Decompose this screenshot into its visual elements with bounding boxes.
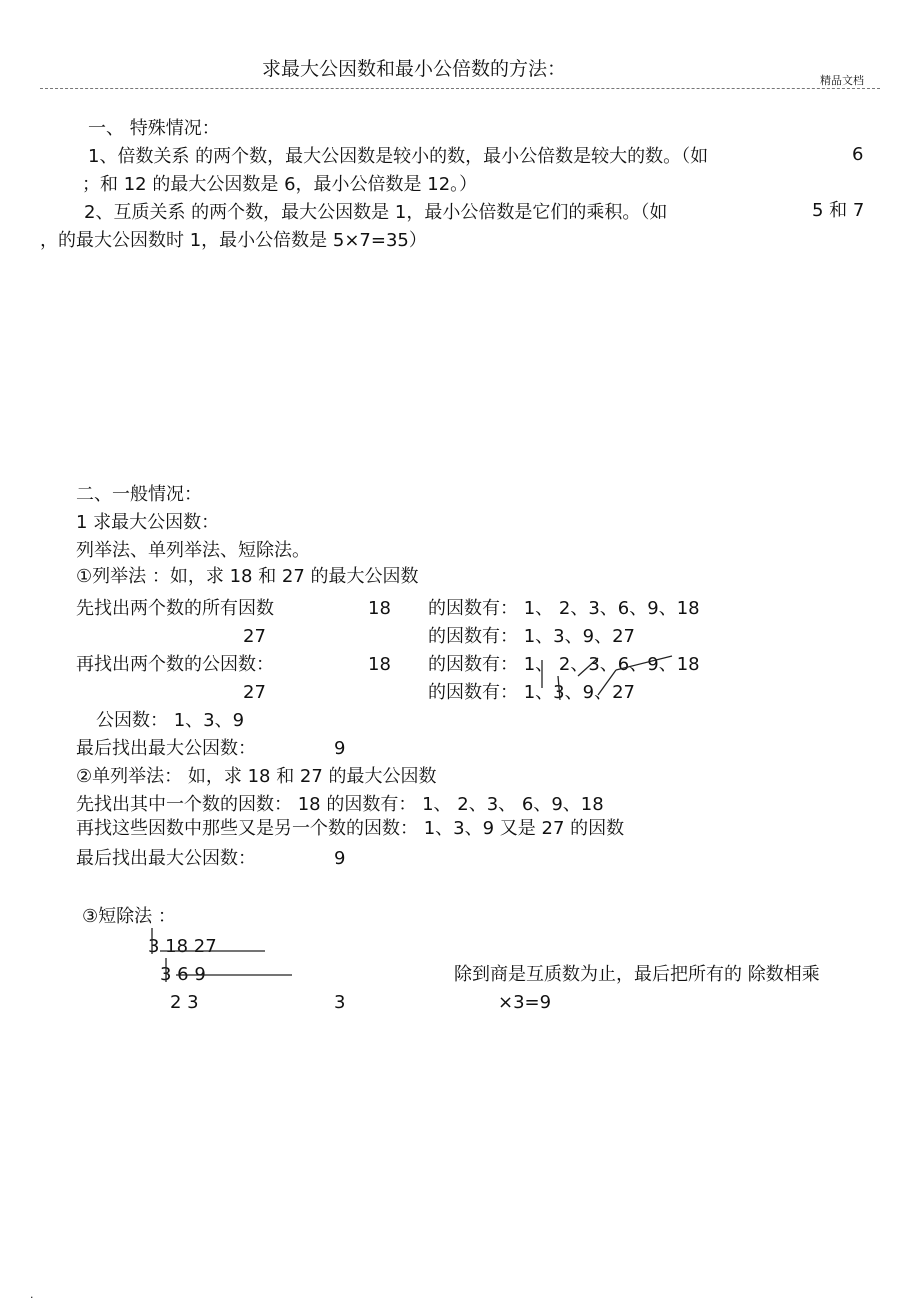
method1-row2-number: 27 <box>243 626 266 647</box>
method1-row3-label: 再找出两个数的公因数： <box>76 654 274 675</box>
section1-line3-side: 5 和 7 <box>812 200 865 221</box>
method3-row2: 3 6 9 <box>160 964 206 985</box>
section1-line1: 1、倍数关系 的两个数，最大公因数是较小的数，最小公倍数是较大的数。（如 <box>88 146 709 167</box>
footer-dot: . <box>30 1288 34 1301</box>
method1-common-factors: 公因数： 1、3、9 <box>96 710 245 731</box>
section1-line2: ；和 12 的最大公因数是 6，最小公倍数是 12。） <box>82 174 478 195</box>
method3-note: 除到商是互质数为止，最后把所有的 除数相乘 <box>454 964 820 985</box>
page-title: 求最大公因数和最小公倍数的方法： <box>262 58 567 80</box>
method3-row3-quotients: 2 3 <box>170 992 199 1013</box>
method2-last-label: 最后找出最大公因数： <box>76 848 256 869</box>
method3-row1: 3 18 27 <box>148 936 217 957</box>
method2-last-value: 9 <box>334 848 346 869</box>
section2-methods: 列举法、单列举法、短除法。 <box>76 540 310 561</box>
method3-title: ③短除法 ： <box>82 906 176 927</box>
section2-heading: 二、一般情况： <box>76 484 202 505</box>
method1-last-value: 9 <box>334 738 346 759</box>
method3-row3-divisor: 3 <box>334 992 346 1013</box>
section1-line1-side: 6 <box>852 144 864 165</box>
method3-result: ×3=9 <box>498 992 552 1013</box>
section1-line4: ，的最大公因数时 1，最小公倍数是 5×7=35） <box>40 230 427 251</box>
section1-line3: 2、互质关系 的两个数，最大公因数是 1，最小公倍数是它们的乘积。（如 <box>84 202 668 223</box>
method1-title: ①列举法 ：如，求 18 和 27 的最大公因数 <box>76 566 419 587</box>
method1-row3-number: 18 <box>368 654 391 675</box>
header-divider <box>40 88 880 89</box>
watermark-label: 精品文档 <box>820 74 864 87</box>
method1-row1-label: 先找出两个数的所有因数 <box>76 598 274 619</box>
method1-row3-factors: 的因数有： 1、 2、3、6、9、18 <box>428 654 700 675</box>
method1-row1-factors: 的因数有： 1、 2、3、6、9、18 <box>428 598 700 619</box>
method1-row2-factors: 的因数有： 1、3、9、27 <box>428 626 635 647</box>
method1-row4-number: 27 <box>243 682 266 703</box>
section1-heading: 一、 特殊情况： <box>88 118 220 139</box>
method1-row4-factors: 的因数有： 1、3、9、27 <box>428 682 635 703</box>
method2-row1: 先找出其中一个数的因数： 18 的因数有： 1、 2、3、 6、9、18 <box>76 794 604 815</box>
method1-row1-number: 18 <box>368 598 391 619</box>
method2-title: ②单列举法： 如，求 18 和 27 的最大公因数 <box>76 766 437 787</box>
method2-row2: 再找这些因数中那些又是另一个数的因数： 1、3、9 又是 27 的因数 <box>76 818 625 839</box>
method1-last-label: 最后找出最大公因数： <box>76 738 256 759</box>
section2-sub1: 1 求最大公因数： <box>76 512 220 533</box>
